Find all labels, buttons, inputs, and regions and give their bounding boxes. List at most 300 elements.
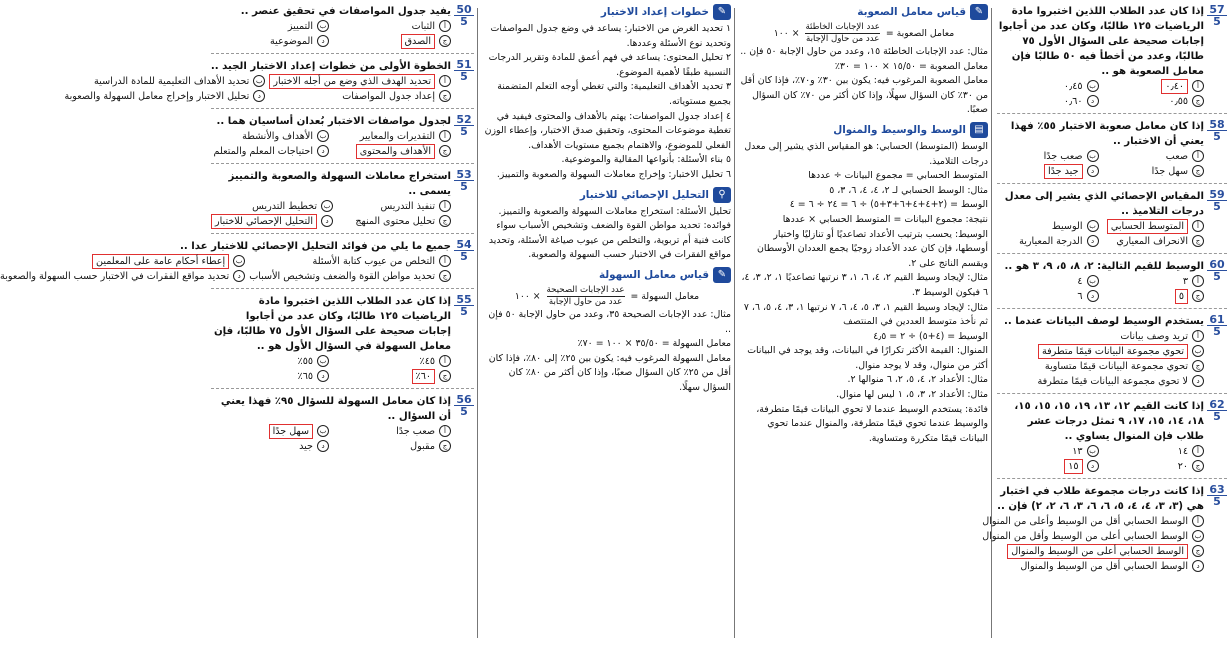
answer-option[interactable] (1103, 219, 1205, 234)
option-letter-circle: ب (233, 255, 245, 267)
option-letter-circle: ج (439, 370, 451, 382)
option-letter-circle: أ (1192, 150, 1204, 162)
answer-option[interactable] (269, 74, 451, 89)
section-lines (483, 308, 731, 396)
answer-option[interactable] (211, 439, 329, 454)
option-letter-circle: د (253, 90, 265, 102)
option-letter-circle: د (317, 370, 329, 382)
difficulty-formula: معامل الصعوبة = $\frac{\text{عدد الإجابات الخاطئة}}{\text{عدد من حاول الإجابة}}$ × ١٠٠ (773, 22, 955, 44)
question-score: 5 (1213, 270, 1221, 283)
question-stem: إذا كان عدد الطلاب اللذين اختبروا مادة الرياضيات ١٢٥ طالبًا، وكان عدد من أجابوا إجابات صحيحة على السؤال الأول ٧٥ طالبًا، فإن معامل السهولة في السؤال الأول هو .. (213, 296, 451, 352)
correct-answer-text: التحليل الإحصائي للاختبار (211, 214, 317, 229)
note-line: الوسط (المتوسط) الحسابي: هو المقياس الذي يشير إلى معدل درجات التلاميذ. (744, 140, 988, 167)
answer-option[interactable] (211, 354, 329, 369)
question-63 (982, 483, 1227, 574)
option-letter-circle: د (1192, 560, 1204, 572)
question-score: 5 (1213, 130, 1221, 143)
answer-option[interactable] (211, 369, 329, 384)
question-body (997, 314, 1204, 389)
option-letter-circle: د (317, 145, 329, 157)
question-body (0, 239, 451, 284)
question-55 (211, 294, 474, 384)
question-stem: الوسيط للقيم التالية: ٢، ٨، ٥، ٩، ٣ هو .. (1004, 261, 1204, 272)
section-lines (483, 22, 731, 183)
question-separator (997, 183, 1227, 184)
option-text: الدرجة المعيارية (1019, 236, 1083, 247)
answer-option[interactable] (997, 219, 1099, 234)
note-line: مثال: لإيجاد وسيط القيم ١، ٣، ٥، ٤، ٦، ٧ نرتبها ١، ٣، ٤، ٥، ٦، ٧ ثم نأخذ متوسط العددين في المنتصف (743, 301, 988, 328)
question-body (211, 114, 451, 159)
answer-option[interactable] (1103, 234, 1205, 249)
section-test-steps (483, 4, 731, 183)
question-56 (211, 394, 474, 454)
answer-options (997, 329, 1204, 389)
question-body (997, 259, 1204, 304)
question-score: 5 (460, 125, 468, 138)
option-letter-circle: ب (1087, 275, 1099, 287)
answer-option[interactable] (211, 34, 329, 49)
option-letter-circle: أ (1192, 80, 1204, 92)
answer-options (997, 219, 1204, 249)
option-text: ٤ (1077, 276, 1083, 287)
column-questions-57-63 (982, 3, 1227, 642)
section-lines (483, 205, 731, 263)
option-letter-circle: ب (1192, 530, 1204, 542)
option-text: ٠٫٥٥ (1169, 96, 1188, 107)
option-letter-circle: ج (1192, 165, 1204, 177)
correct-answer-text: ٥ (1175, 289, 1188, 304)
answer-option[interactable] (997, 374, 1204, 389)
question-62 (997, 399, 1227, 474)
question-body (211, 169, 451, 229)
note-line: المتوسط الحسابي = مجموع البيانات ÷ عددها (808, 170, 988, 182)
option-text: ٦ (1077, 291, 1083, 302)
option-letter-circle: ج (1192, 235, 1204, 247)
answer-option[interactable] (333, 424, 451, 439)
option-letter-circle: أ (439, 130, 451, 142)
easiness-formula: معامل السهولة = $\frac{\text{عدد الإجابات الصحيحة}}{\text{عدد من حاول الإجابة}}$ × ١٠٠ (514, 284, 700, 307)
answer-option[interactable] (1103, 274, 1205, 289)
option-text: ٢٠ (1177, 461, 1188, 472)
option-letter-circle: ب (1192, 345, 1204, 357)
answer-option[interactable] (0, 269, 245, 284)
question-score: 5 (1213, 325, 1221, 338)
question-score: 5 (460, 250, 468, 263)
answer-option[interactable] (211, 199, 333, 214)
answer-option[interactable] (333, 439, 451, 454)
correct-answer-text: إعطاء أحكام عامة على المعلمين (92, 254, 229, 269)
option-text: صعب جدًا (396, 426, 435, 437)
section-title: خطوات إعداد الاختبار (600, 6, 709, 18)
question-stem: جميع ما يلي من فوائد التحليل الإحصائي للاختبار عدا .. (180, 241, 451, 252)
question-separator (997, 308, 1227, 309)
question-number (454, 114, 474, 137)
answer-option[interactable] (1103, 164, 1205, 179)
correct-answer-text: الوسط الحسابي أعلى من الوسيط والمنوال (1007, 544, 1188, 559)
question-stem: إذا كان عدد الطلاب اللذين اختبروا مادة الرياضيات ١٢٥ طالبًا، وكان عدد من أجابوا إجابات صحيحة على السؤال الأول ٧٥ طالبًا، وعدد من أخطأ فيه ٥٠ طالبًا فإن معامل الصعوبة هو .. (998, 6, 1204, 77)
question-number-value: 63 (1207, 484, 1227, 496)
answer-option[interactable] (1103, 459, 1205, 474)
question-57 (997, 4, 1227, 109)
question-stem: استخراج معاملات السهولة والصعوبة والتمييز يسمى .. (228, 171, 451, 197)
correct-answer-text: تحديد الهدف الذي وضع من أجله الاختبار (269, 74, 435, 89)
option-letter-circle: ب (317, 355, 329, 367)
question-number (454, 169, 474, 192)
question-number (1207, 484, 1227, 507)
note-line: معامل السهولة المرغوب فيه: يكون بين ٢٥٪ إلى ٨٠٪، فإذا كان أقل من ٢٥٪ كان السؤال صعبًا، وإذا كان أكثر من ٨٠٪ كان السؤال سهلًا. (488, 352, 731, 393)
question-separator (211, 163, 474, 164)
option-text: جيد (299, 441, 313, 452)
section-lines (740, 45, 988, 118)
option-letter-circle: ب (317, 130, 329, 142)
question-separator (997, 393, 1227, 394)
answer-option[interactable] (997, 329, 1204, 344)
option-letter-circle: د (1087, 460, 1099, 472)
column-questions-50-56 (0, 3, 474, 642)
answer-option[interactable] (997, 164, 1099, 179)
question-52 (211, 114, 474, 159)
option-text: الأهداف والأنشطة (242, 131, 313, 142)
answer-option[interactable] (249, 254, 451, 269)
section-mean-median-mode (740, 122, 988, 446)
question-number (1207, 314, 1227, 337)
option-letter-circle: ج (1192, 360, 1204, 372)
note-line: مثال: عدد الإجابات الصحيحة ٣٥، وعدد من حاول الإجابة ٥٠ فإن .. (488, 308, 731, 335)
question-body (997, 189, 1204, 249)
question-number-value: 56 (454, 394, 474, 406)
option-letter-circle: ب (1087, 80, 1099, 92)
correct-answer-text: سهل جدًا (269, 424, 313, 439)
option-letter-circle: ج (439, 440, 451, 452)
answer-option[interactable] (333, 19, 451, 34)
note-line: ٢ تحليل المحتوى: يساعد في فهم أعمق للمادة وتقرير الدرجات النسبية طبقًا لأهمية الموضوع. (488, 52, 731, 78)
section-lines (740, 140, 988, 446)
option-text: صعب جدًا (1043, 151, 1083, 162)
answer-option[interactable] (333, 369, 451, 384)
question-score: 5 (460, 70, 468, 83)
answer-option[interactable] (269, 89, 451, 104)
answer-option[interactable] (211, 144, 329, 159)
option-letter-circle: أ (439, 200, 451, 212)
option-letter-circle: د (317, 35, 329, 47)
option-text: ٥٥٪ (297, 356, 313, 367)
option-letter-circle: أ (1192, 275, 1204, 287)
answer-options (997, 274, 1204, 304)
answer-option[interactable] (249, 269, 451, 284)
answer-options (64, 74, 451, 104)
answer-option[interactable] (337, 199, 451, 214)
option-text: تحليل الاختبار وإخراج معامل السهولة والصعوبة (64, 91, 250, 102)
option-text: لا تحوي مجموعة البيانات قيمًا متطرفة (1037, 376, 1188, 387)
note-line: ٤ إعداد جدول المواصفات: يهتم بالأهداف والمحتوى فيفيد في تغطية موضوعات المحتوى، وتحقيق صدق الاختبار، وإعطاء الوزن الفعلي للموضوع، والاهتمام بجميع مستويات الأهداف. (484, 110, 731, 151)
question-separator (997, 478, 1227, 479)
question-number-value: 59 (1207, 189, 1227, 201)
option-letter-circle: ب (1087, 220, 1099, 232)
option-text: تريد وصف بيانات (1120, 331, 1188, 342)
question-body (982, 484, 1204, 574)
section-easiness (483, 267, 731, 396)
question-number-value: 53 (454, 169, 474, 181)
note-line: مثال: عدد الإجابات الخاطئة ١٥، وعدد من حاول الإجابة ٥٠ فإن .. (740, 46, 988, 57)
option-letter-circle: ج (439, 90, 451, 102)
option-letter-circle: ج (439, 145, 451, 157)
note-line: مثال: الأعداد ٢، ٣، ٥، ١ ليس لها منوال. (836, 389, 988, 401)
option-letter-circle: أ (439, 255, 451, 267)
option-text: ١٣ (1072, 446, 1083, 457)
option-text: الوسط الحسابي أقل من الوسيط وأعلى من المنوال (982, 516, 1188, 527)
answer-option[interactable] (0, 254, 245, 269)
option-text: تحليل محتوى المنهج (355, 216, 435, 227)
option-text: ٠٫٤٥ (1063, 81, 1083, 92)
option-text: الموضوعية (270, 36, 313, 47)
option-letter-circle: أ (439, 355, 451, 367)
answer-options (211, 129, 451, 159)
answer-options (997, 79, 1204, 109)
answer-option[interactable] (211, 129, 329, 144)
correct-answer-text: ٦٠٪ (412, 369, 435, 384)
option-letter-circle: أ (439, 75, 451, 87)
option-letter-circle: د (317, 440, 329, 452)
lightbulb-icon: ✎ (713, 267, 731, 283)
answer-options (211, 424, 451, 454)
note-line: ٥ بناء الأسئلة: بأنواعها المقالية والموضوعية. (561, 154, 731, 166)
option-letter-circle: أ (439, 20, 451, 32)
section-title: الوسط والوسيط والمنوال (833, 123, 966, 136)
answer-options (211, 199, 451, 229)
question-number-value: 52 (454, 114, 474, 126)
question-separator (997, 113, 1227, 114)
correct-answer-text: ٠٫٤٠ (1161, 79, 1188, 94)
option-text: احتياجات المعلم والمتعلم (213, 146, 313, 157)
lightbulb-icon: ✎ (970, 4, 988, 20)
question-number-value: 55 (454, 294, 474, 306)
question-stem: إذا كانت القيم ١٢، ١٣، ١٩، ١٥، ١٥، ١٥، ١٨، ١٤، ١٥، ١٧، ٩ تمثل درجات عشر طلاب فإن المنوال يساوي .. (1014, 401, 1204, 442)
correct-answer-text: الصدق (401, 34, 435, 49)
question-number (1207, 4, 1227, 27)
option-letter-circle: ب (1087, 150, 1099, 162)
option-letter-circle: أ (1192, 515, 1204, 527)
section-title: التحليل الإحصائي للاختبار (579, 188, 709, 201)
correct-answer-text: ١٥ (1064, 459, 1082, 474)
question-stem: يستخدم الوسيط لوصف البيانات عندما .. (1004, 316, 1204, 327)
question-separator (211, 233, 474, 234)
question-stem: إذا كان معامل السهولة للسؤال ٩٥٪ فهذا يعني أن السؤال .. (220, 396, 451, 422)
answer-option[interactable] (997, 149, 1099, 164)
question-stem: إذا كانت درجات مجموعة طلاب في اختبار هي (٣، ٣، ٤، ٤، ٥، ٦، ٦، ٣، ٦، ٢، ٢) فإن .. (997, 486, 1204, 512)
option-letter-circle: أ (1192, 445, 1204, 457)
answer-option[interactable] (982, 514, 1204, 529)
answer-options (997, 444, 1204, 474)
option-letter-circle: د (1087, 165, 1099, 177)
option-letter-circle: ب (253, 75, 265, 87)
option-text: التقديرات والمعايير (359, 131, 435, 142)
question-score: 5 (1213, 410, 1221, 423)
question-body (997, 399, 1204, 474)
question-number-value: 60 (1207, 259, 1227, 271)
answer-option[interactable] (211, 19, 329, 34)
note-line: تحليل الأسئلة: استخراج معاملات السهولة والصعوبة والتمييز. (498, 205, 731, 217)
note-line: فائدة: يستخدم الوسيط عندما لا تحوي البيانات قيمًا متطرفة، والوسيط عندما تحوي قيمًا متطرفة، والمنوال عندما تحوي البيانات قيمًا متكررة ومتساوية. (756, 403, 988, 444)
option-letter-circle: أ (1192, 220, 1204, 232)
note-line: فوائده: تحديد مواطن القوة والضعف وتشخيص الأسباب سواء كانت فنية أم تربوية، والتخلص من عيوب صياغة الأسئلة، وتحديد مواقع الفقرات في الاختبار حسب السهولة والصعوبة. (488, 220, 731, 261)
option-text: ٤٥٪ (419, 356, 435, 367)
option-text: ٠٫٦٠ (1063, 96, 1083, 107)
answer-option[interactable] (997, 459, 1099, 474)
question-number-value: 54 (454, 239, 474, 251)
answer-options (0, 254, 451, 284)
option-letter-circle: ج (1192, 545, 1204, 557)
section-title: قياس معامل السهولة (598, 268, 709, 281)
option-letter-circle: د (1087, 95, 1099, 107)
answer-option[interactable] (1103, 94, 1205, 109)
answer-option[interactable] (997, 289, 1099, 304)
question-number (454, 4, 474, 27)
option-text: التخلص من عيوب كتابة الأسئلة (312, 256, 435, 267)
answer-option[interactable] (333, 34, 451, 49)
question-body (997, 4, 1204, 109)
question-50 (211, 4, 474, 49)
option-text: إعداد جدول المواصفات (342, 91, 435, 102)
answer-option[interactable] (997, 444, 1099, 459)
option-letter-circle: د (1087, 290, 1099, 302)
note-line: الوسط = (٢+٤+٤+٦+٣+٥) ÷ ٦ = ٢٤ ÷ ٦ = ٤ (789, 199, 988, 211)
question-body (997, 119, 1204, 179)
magnifier-icon: ⚲ (713, 187, 731, 203)
answer-option[interactable] (997, 359, 1204, 374)
answer-option[interactable] (997, 79, 1099, 94)
answer-option[interactable] (1103, 444, 1205, 459)
option-text: ١٤ (1177, 446, 1188, 457)
option-text: تحديد مواقع الفقرات في الاختبار حسب السهولة والصعوبة (0, 271, 230, 282)
answer-option[interactable] (333, 144, 451, 159)
question-separator (211, 53, 474, 54)
note-line: ٣ تحديد الأهداف التعليمية: والتي تغطي أوجه التعلم المتضمنة بجميع مستوياته. (497, 81, 731, 107)
option-letter-circle: ج (439, 35, 451, 47)
question-number (454, 59, 474, 82)
answer-option[interactable] (337, 214, 451, 229)
option-letter-circle: ب (321, 200, 333, 212)
answer-option[interactable] (997, 234, 1099, 249)
option-letter-circle: ج (439, 215, 451, 227)
option-text: تخطيط التدريس (252, 201, 318, 212)
option-text: صعب (1165, 151, 1188, 162)
question-stem: لجدول مواصفات الاختبار بُعدان أساسيان هما .. (216, 116, 451, 127)
question-score: 5 (460, 305, 468, 318)
answer-option[interactable] (333, 129, 451, 144)
question-stem: المقياس الإحصائي الذي يشير إلى معدل درجات التلاميذ .. (1004, 191, 1204, 217)
option-letter-circle: د (321, 215, 333, 227)
answer-options (982, 514, 1204, 574)
question-separator (997, 253, 1227, 254)
answer-option[interactable] (1103, 149, 1205, 164)
question-61 (997, 314, 1227, 389)
question-number-value: 61 (1207, 314, 1227, 326)
question-number (1207, 399, 1227, 422)
notebook-icon: ▤ (970, 122, 988, 138)
answer-option[interactable] (982, 529, 1204, 544)
answer-option[interactable] (1103, 79, 1205, 94)
pencil-icon: ✎ (713, 4, 731, 20)
column-divider (477, 8, 478, 638)
option-text: الوسط الحسابي أقل من الوسيط والمنوال (1020, 561, 1188, 572)
question-separator (211, 108, 474, 109)
option-letter-circle: أ (1192, 330, 1204, 342)
note-line: مثال: الوسط الحسابي لـ ٢، ٤، ٤، ٦، ٣، ٥ (829, 184, 988, 196)
section-statistical-analysis (483, 187, 731, 263)
answer-option[interactable] (211, 214, 333, 229)
question-body (211, 394, 451, 454)
option-letter-circle: ب (317, 425, 329, 437)
question-number (1207, 259, 1227, 282)
question-51 (64, 58, 474, 104)
note-line: مثال: لإيجاد وسيط القيم ٢، ٤، ٦، ١، ٣ نرتبها تصاعديًا ١، ٢، ٣، ٤، ٦ فيكون الوسيط ٣. (741, 272, 988, 298)
answer-options (997, 149, 1204, 179)
question-53 (211, 169, 474, 229)
question-separator (211, 288, 474, 289)
answer-option[interactable] (64, 89, 265, 104)
correct-answer-text: تحوي مجموعة البيانات قيمًا متطرفة (1038, 344, 1188, 359)
option-letter-circle: د (1192, 375, 1204, 387)
correct-answer-text: المتوسط الحسابي (1107, 219, 1188, 234)
option-letter-circle: ب (317, 20, 329, 32)
answer-option[interactable] (64, 74, 265, 89)
question-number (454, 294, 474, 317)
option-text: ٣ (1182, 276, 1188, 287)
question-stem: إذا كان معامل صعوبة الاختبار ٥٥٪ فهذا يعني أن الاختبار .. (1010, 121, 1204, 147)
answer-option[interactable] (997, 274, 1099, 289)
correct-answer-text: الأهداف والمحتوى (356, 144, 435, 159)
question-58 (997, 119, 1227, 179)
answer-option[interactable] (982, 559, 1204, 574)
answer-option[interactable] (333, 354, 451, 369)
answer-option[interactable] (1103, 289, 1205, 304)
question-score: 5 (1213, 15, 1221, 28)
question-score: 5 (460, 180, 468, 193)
question-number-value: 50 (454, 4, 474, 16)
section-difficulty (740, 4, 988, 118)
option-text: سهل جدًا (1151, 166, 1188, 177)
option-text: الوسط الحسابي أعلى من الوسيط وأقل من المنوال (982, 531, 1188, 542)
question-score: 5 (1213, 495, 1221, 508)
answer-option[interactable] (997, 94, 1099, 109)
note-line: مثال: الأعداد ٢، ٤، ٥، ٢، ٦ منوالها ٢. (847, 374, 988, 386)
answer-options (211, 354, 451, 384)
answer-option[interactable] (997, 344, 1204, 359)
option-letter-circle: ج (1192, 460, 1204, 472)
note-line: معامل الصعوبة = ١٥/٥٠ × ١٠٠ = ٣٠٪ (834, 60, 988, 72)
note-line: الوسيط = (٤+٥) ÷ ٢ = ٤٫٥ (873, 330, 988, 342)
note-line: ١ تحديد الغرض من الاختبار: يساعد في وضع جدول المواصفات وتحديد نوع الأسئلة وعددها. (490, 23, 731, 49)
section-title: قياس معامل الصعوبة (857, 6, 966, 18)
option-text: الوسيط (1051, 221, 1083, 232)
question-score: 5 (1213, 200, 1221, 213)
option-letter-circle: د (233, 270, 245, 282)
question-separator (211, 388, 474, 389)
answer-option[interactable] (211, 424, 329, 439)
option-text: تنفيذ التدريس (380, 201, 435, 212)
option-letter-circle: أ (439, 425, 451, 437)
option-text: الثبات (411, 21, 435, 32)
question-body (211, 4, 451, 49)
column-divider (734, 8, 735, 638)
question-stem: يفيد جدول المواصفات في تحقيق عنصر .. (240, 6, 451, 17)
note-line: معامل السهولة = ٣٥/٥٠ × ١٠٠ = ٧٠٪ (577, 338, 731, 350)
note-line: المنوال: القيمة الأكثر تكرارًا في البيانات، وقد يوجد في البيانات أكثر من منوال، وقد لا يوجد منوال. (747, 345, 988, 371)
option-letter-circle: ج (439, 270, 451, 282)
question-number-value: 58 (1207, 119, 1227, 131)
question-number (1207, 119, 1227, 142)
answer-option[interactable] (982, 544, 1204, 559)
